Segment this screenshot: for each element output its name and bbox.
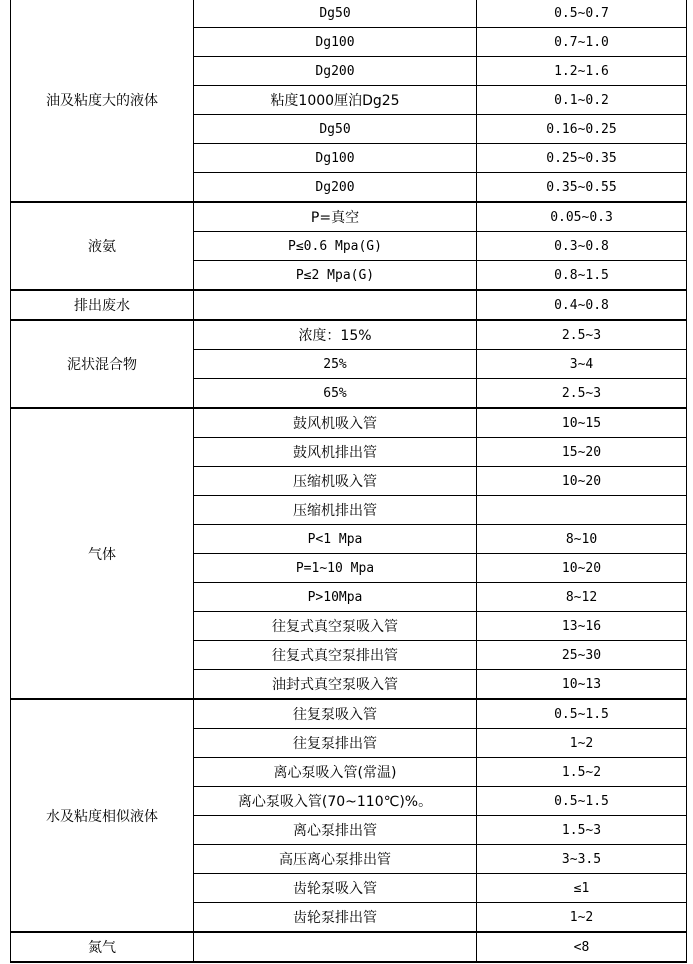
category-cell: 液氨 (11, 202, 194, 290)
velocity-cell: 0.1~0.2 (477, 86, 687, 115)
condition-cell: P=真空 (194, 202, 477, 232)
velocity-cell: 0.3~0.8 (477, 232, 687, 261)
category-cell: 油及粘度大的液体 (11, 0, 194, 202)
condition-cell: 粘度1000厘泊Dg25 (194, 86, 477, 115)
category-cell: 排出废水 (11, 290, 194, 320)
category-cell: 泥状混合物 (11, 320, 194, 408)
condition-cell: Dg100 (194, 144, 477, 173)
velocity-cell: 0.05~0.3 (477, 202, 687, 232)
velocity-cell: 10~20 (477, 467, 687, 496)
condition-cell: 齿轮泵吸入管 (194, 874, 477, 903)
condition-cell: Dg200 (194, 57, 477, 86)
velocity-cell: 10~13 (477, 670, 687, 700)
category-cell: 气体 (11, 408, 194, 699)
velocity-cell (477, 496, 687, 525)
velocity-cell: 0.35~0.55 (477, 173, 687, 203)
category-cell: 氮气 (11, 932, 194, 962)
velocity-cell: 10~15 (477, 408, 687, 438)
condition-cell (194, 932, 477, 962)
condition-cell: 油封式真空泵吸入管 (194, 670, 477, 700)
condition-cell: 鼓风机吸入管 (194, 408, 477, 438)
velocity-cell: ≤1 (477, 874, 687, 903)
velocity-cell: <8 (477, 932, 687, 962)
table-row (11, 290, 687, 320)
velocity-cell: 10~20 (477, 554, 687, 583)
velocity-cell: 0.7~1.0 (477, 28, 687, 57)
condition-cell: 往复泵排出管 (194, 729, 477, 758)
velocity-cell: 0.4~0.8 (477, 290, 687, 320)
condition-cell: 齿轮泵排出管 (194, 903, 477, 933)
velocity-cell: 0.5~1.5 (477, 699, 687, 729)
condition-cell: 离心泵吸入管(70~110℃)%。 (194, 787, 477, 816)
table-row (11, 932, 687, 962)
condition-cell: P=1~10 Mpa (194, 554, 477, 583)
condition-cell: 65% (194, 379, 477, 409)
condition-cell: P≤0.6 Mpa(G) (194, 232, 477, 261)
velocity-cell: 2.5~3 (477, 379, 687, 409)
table-row (11, 699, 687, 729)
velocity-table (10, 0, 687, 963)
condition-cell: 往复式真空泵排出管 (194, 641, 477, 670)
category-cell: 水及粘度相似液体 (11, 699, 194, 932)
condition-cell: 离心泵排出管 (194, 816, 477, 845)
condition-cell: 压缩机排出管 (194, 496, 477, 525)
velocity-cell: 1.5~3 (477, 816, 687, 845)
table-row (11, 202, 687, 232)
velocity-cell: 8~12 (477, 583, 687, 612)
velocity-cell: 1.2~1.6 (477, 57, 687, 86)
condition-cell: 浓度：15% (194, 320, 477, 350)
condition-cell: 鼓风机排出管 (194, 438, 477, 467)
velocity-cell: 0.5~1.5 (477, 787, 687, 816)
condition-cell (194, 290, 477, 320)
velocity-cell: 1.5~2 (477, 758, 687, 787)
velocity-cell: 13~16 (477, 612, 687, 641)
condition-cell: 高压离心泵排出管 (194, 845, 477, 874)
velocity-cell: 8~10 (477, 525, 687, 554)
condition-cell: Dg50 (194, 0, 477, 28)
velocity-cell: 15~20 (477, 438, 687, 467)
condition-cell: P<1 Mpa (194, 525, 477, 554)
table-row (11, 0, 687, 28)
velocity-table-body (11, 0, 687, 962)
velocity-cell: 0.8~1.5 (477, 261, 687, 291)
table-row (11, 408, 687, 438)
velocity-cell: 25~30 (477, 641, 687, 670)
condition-cell: P>10Mpa (194, 583, 477, 612)
condition-cell: 压缩机吸入管 (194, 467, 477, 496)
velocity-cell: 2.5~3 (477, 320, 687, 350)
condition-cell: 往复泵吸入管 (194, 699, 477, 729)
velocity-cell: 3~3.5 (477, 845, 687, 874)
condition-cell: Dg200 (194, 173, 477, 203)
condition-cell: 往复式真空泵吸入管 (194, 612, 477, 641)
velocity-cell: 0.16~0.25 (477, 115, 687, 144)
condition-cell: 25% (194, 350, 477, 379)
velocity-cell: 1~2 (477, 729, 687, 758)
condition-cell: 离心泵吸入管(常温) (194, 758, 477, 787)
velocity-cell: 0.5~0.7 (477, 0, 687, 28)
condition-cell: Dg100 (194, 28, 477, 57)
velocity-cell: 3~4 (477, 350, 687, 379)
condition-cell: Dg50 (194, 115, 477, 144)
condition-cell: P≤2 Mpa(G) (194, 261, 477, 291)
velocity-cell: 1~2 (477, 903, 687, 933)
velocity-cell: 0.25~0.35 (477, 144, 687, 173)
table-row (11, 320, 687, 350)
